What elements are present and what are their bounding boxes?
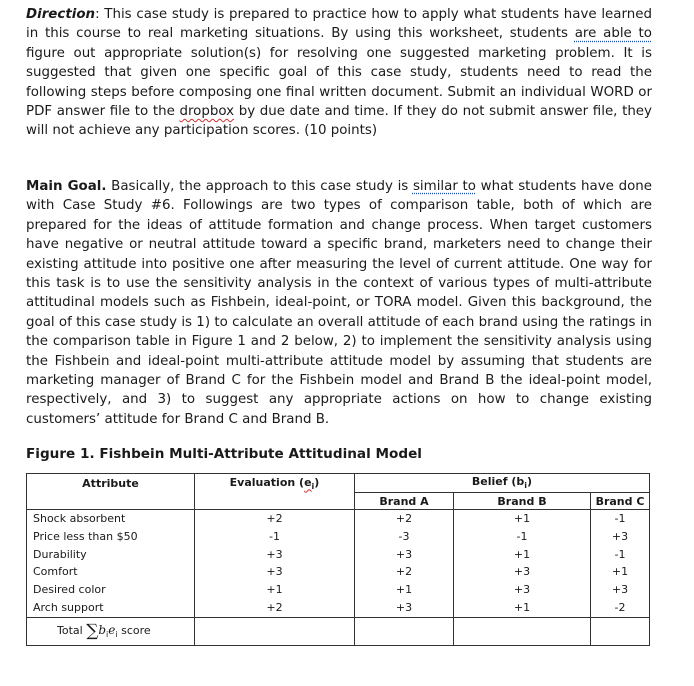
total-suffix: score <box>121 624 151 638</box>
direction-label: Direction <box>26 7 96 22</box>
table-row <box>27 510 650 528</box>
brand-c-cell: -1 <box>591 546 650 564</box>
brand-a-cell: +2 <box>355 563 454 581</box>
total-brand-a-cell <box>355 617 454 645</box>
direction-text-1: This case study is prepared to practice how to apply what students have learned in this course to real marketing situations. By using this worksheet, students <box>26 7 652 42</box>
main-goal-text-2: what students have done with Case Study #6. Followings are two types of comparison table, both of which are prepared for the ideas of attitude formation and change process. When target customers have negative or neutral attitude toward a specific brand, marketers need to change their existing attitude into positive one after measuring the level of current attitude. One way for this task is to use the sensitivity analysis in the context of various types of multi-attribute attitudinal models such as Fishbein, ideal-point, or TORA model. Given this background, the goal of this case study is 1) to calculate an overall attitude of each brand using the ratings in the comparison table in Figure 1 and 2 below, 2) to implement the sensitivity analysis using the Fishbein and ideal-point multi-attribute attitude model by assuming that students are marketing manager of Brand C for the Fishbein model and Brand B the ideal-point model, respectively, and 3) to suggest any appropriate actions on how to change existing customers’ attitude for Brand C and Brand B. <box>26 179 652 427</box>
header-evaluation-suffix: ) <box>314 475 320 489</box>
brand-a-cell: +1 <box>355 581 454 599</box>
brand-b-cell: +3 <box>454 563 591 581</box>
table-row <box>27 599 650 617</box>
direction-underlined-1: are able to <box>574 26 652 42</box>
header-evaluation-prefix: Evaluation ( <box>229 475 305 489</box>
header-brand-a: Brand A <box>355 493 454 510</box>
brand-c-cell: +1 <box>591 563 650 581</box>
brand-a-cell: +2 <box>355 510 454 528</box>
attribute-cell: Arch support <box>27 599 195 617</box>
total-label-cell <box>27 617 195 645</box>
total-b-sub: i <box>106 630 109 640</box>
header-brand-c: Brand C <box>591 493 650 510</box>
table-row <box>27 581 650 599</box>
header-attribute-spacer <box>27 493 195 510</box>
brand-c-cell: +3 <box>591 528 650 546</box>
brand-b-cell: +1 <box>454 546 591 564</box>
main-goal-label: Main Goal. <box>26 179 107 194</box>
fishbein-table <box>26 473 650 646</box>
header-evaluation <box>195 474 355 493</box>
attribute-cell: Shock absorbent <box>27 510 195 528</box>
evaluation-cell: +2 <box>195 599 355 617</box>
brand-b-cell: +3 <box>454 581 591 599</box>
header-belief <box>355 474 650 493</box>
total-label: Total <box>57 624 83 638</box>
header-belief-prefix: Belief (b <box>471 475 525 489</box>
evaluation-cell: -1 <box>195 528 355 546</box>
total-e: e <box>108 623 116 638</box>
attribute-cell: Durability <box>27 546 195 564</box>
attribute-cell: Price less than $50 <box>27 528 195 546</box>
evaluation-cell: +1 <box>195 581 355 599</box>
header-evaluation-symbol <box>304 476 314 489</box>
attribute-cell: Desired color <box>27 581 195 599</box>
table-row <box>27 546 650 564</box>
direction-underlined-2: dropbox <box>179 104 235 120</box>
total-evaluation-cell <box>195 617 355 645</box>
direction-colon: : <box>95 7 105 22</box>
evaluation-cell: +2 <box>195 510 355 528</box>
header-evaluation-sub: i <box>311 481 315 491</box>
header-belief-suffix: ) <box>527 475 533 489</box>
brand-a-cell: +3 <box>355 599 454 617</box>
brand-b-cell: +1 <box>454 510 591 528</box>
brand-a-cell: -3 <box>355 528 454 546</box>
header-evaluation-spacer <box>195 493 355 510</box>
header-brand-b: Brand B <box>454 493 591 510</box>
total-e-sub: i <box>115 630 118 640</box>
header-attribute: Attribute <box>27 474 195 493</box>
brand-b-cell: -1 <box>454 528 591 546</box>
brand-a-cell: +3 <box>355 546 454 564</box>
evaluation-cell: +3 <box>195 563 355 581</box>
total-b: b <box>98 623 107 638</box>
brand-c-cell: -1 <box>591 510 650 528</box>
header-evaluation-e: e <box>304 475 312 489</box>
table-row <box>27 563 650 581</box>
total-brand-b-cell <box>454 617 591 645</box>
brand-c-cell: +3 <box>591 581 650 599</box>
sigma-symbol: ∑ <box>86 621 99 642</box>
direction-paragraph <box>26 5 652 141</box>
header-belief-sub: i <box>524 481 528 491</box>
main-goal-paragraph <box>26 177 652 429</box>
brand-c-cell: -2 <box>591 599 650 617</box>
brand-b-cell: +1 <box>454 599 591 617</box>
attribute-cell: Comfort <box>27 563 195 581</box>
table-body <box>27 510 650 618</box>
total-brand-c-cell <box>591 617 650 645</box>
main-goal-text-1: Basically, the approach to this case study is <box>106 179 413 194</box>
evaluation-cell: +3 <box>195 546 355 564</box>
figure-title: Figure 1. Fishbein Multi-Attribute Attitudinal Model <box>26 446 422 462</box>
main-goal-underlined-1: similar to <box>412 179 476 194</box>
direction-text-3: by due date and time. If they do not submit answer file, they will not achieve any participation scores. (10 points) <box>26 104 652 139</box>
direction-text-2: figure out appropriate solution(s) for resolving one suggested marketing problem. It is suggested that given one specific goal of this case study, students need to read the following steps before composing one final written document. Submit an individual WORD or PDF answer file to the <box>26 45 652 120</box>
table-row <box>27 528 650 546</box>
